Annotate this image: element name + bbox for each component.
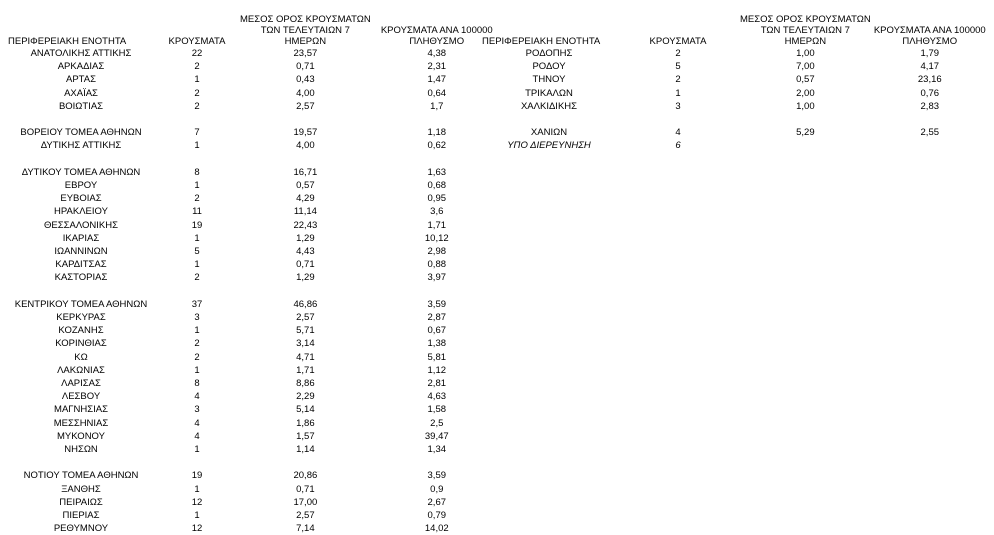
- header-avg7-line1: ΜΕΣΟΣ ΟΡΟΣ ΚΡΟΥΣΜΑΤΩΝ: [240, 14, 371, 25]
- avg7-cell: 5,14: [296, 404, 315, 416]
- avg7-cell: 2,57: [296, 100, 315, 112]
- per100k-cell: 0,64: [427, 87, 447, 99]
- avg7-cell: 4,71: [296, 351, 315, 363]
- per100k-cell: 1,38: [427, 338, 447, 350]
- region-cell: ΚΑΡΔΙΤΣΑΣ: [55, 259, 107, 271]
- spacer-cell: [8, 113, 503, 126]
- header-avg7: [240, 11, 371, 47]
- cases-cell: 5: [194, 246, 200, 258]
- cases-cell: 5: [675, 61, 681, 73]
- avg7-cell: 1,71: [296, 364, 315, 376]
- cases-cell: 37: [191, 298, 203, 310]
- table-row: [482, 126, 989, 139]
- per100k-cell: 3,97: [427, 272, 447, 284]
- table-row: [8, 311, 503, 324]
- header-avg7-line2: ΤΩΝ ΤΕΛΕΥΤΑΙΩΝ 7: [760, 25, 850, 36]
- region-cell: ΧΑΝΙΩΝ: [530, 127, 568, 139]
- region-cell: ΘΕΣΣΑΛΟΝΙΚΗΣ: [44, 219, 118, 231]
- region-cell: ΕΒΡΟΥ: [64, 180, 98, 191]
- table-row: [8, 73, 503, 86]
- per100k-cell: 0,88: [427, 259, 447, 271]
- cases-cell: 1: [194, 444, 200, 456]
- region-cell: ΛΕΣΒΟΥ: [61, 391, 101, 403]
- header-avg7-line2: ΤΩΝ ΤΕΛΕΥΤΑΙΩΝ 7: [260, 25, 350, 36]
- cases-cell: 4: [675, 127, 681, 139]
- per100k-cell: 0,95: [427, 193, 447, 205]
- region-cell: ΚΟΡΙΝΘΙΑΣ: [55, 338, 107, 350]
- region-cell: ΛΑΚΩΝΙΑΣ: [57, 364, 105, 376]
- header-row: [482, 11, 989, 47]
- region-cell: ΙΚΑΡΙΑΣ: [62, 232, 100, 244]
- avg7-cell: 1,14: [296, 444, 315, 456]
- header-row: [8, 11, 503, 47]
- cases-cell: 3: [675, 100, 681, 112]
- table-row: [482, 73, 989, 86]
- header-per100k: [871, 11, 989, 47]
- per100k-cell: 2,81: [427, 378, 447, 390]
- region-cell: ΚΕΝΤΡΙΚΟΥ ΤΟΜΕΑ ΑΘΗΝΩΝ: [14, 298, 148, 310]
- cases-cell: 2: [194, 272, 200, 284]
- table-row: [482, 47, 989, 60]
- cases-cell: 2: [194, 351, 200, 363]
- header-per100k-line1: ΚΡΟΥΣΜΑΤΑ ΑΝΑ 100000: [380, 25, 493, 36]
- header-per100k-line2: ΠΛΗΘΥΣΜΟ: [902, 36, 958, 47]
- region-cell: ΚΟΖΑΝΗΣ: [58, 325, 104, 337]
- cases-cell: 2: [194, 87, 200, 99]
- per100k-cell: 2,87: [427, 312, 447, 324]
- avg7-cell: 0,57: [296, 180, 315, 191]
- table-row: [8, 430, 503, 443]
- table-row: [8, 417, 503, 430]
- spacer-cell: [8, 285, 503, 298]
- cases-cell: 1: [194, 325, 200, 337]
- spacer-cell: [482, 113, 989, 126]
- per100k-cell: 1,63: [427, 166, 447, 178]
- table-row: [8, 192, 503, 205]
- per100k-cell: 1,34: [427, 444, 447, 456]
- region-cell: ΜΥΚΟΝΟΥ: [57, 430, 105, 442]
- avg7-cell: 4,29: [296, 193, 315, 205]
- avg7-cell: 19,57: [293, 127, 318, 139]
- per100k-cell: 1,18: [427, 127, 447, 139]
- avg7-cell: [740, 139, 871, 152]
- table-row: [8, 443, 503, 456]
- per100k-cell: 0,9: [430, 483, 444, 495]
- avg7-cell: 7,00: [796, 61, 815, 73]
- table-row: [8, 219, 503, 232]
- avg7-cell: 7,14: [296, 523, 315, 535]
- table-row: [8, 298, 503, 311]
- spacer-row: [8, 285, 503, 298]
- header-per100k-line1: ΚΡΟΥΣΜΑΤΑ ΑΝΑ 100000: [873, 25, 986, 36]
- region-cell: ΧΑΛΚΙΔΙΚΗΣ: [520, 100, 578, 112]
- avg7-cell: 1,57: [296, 430, 315, 442]
- avg7-cell: 20,86: [293, 470, 318, 482]
- header-cases: ΚΡΟΥΣΜΑΤΑ: [168, 36, 226, 47]
- region-cell: ΑΡΚΑΔΙΑΣ: [57, 61, 105, 73]
- per100k-cell: 2,67: [427, 496, 447, 508]
- region-cell: ΗΡΑΚΛΕΙΟΥ: [54, 206, 108, 218]
- table-row: [8, 205, 503, 218]
- per100k-cell: 4,38: [427, 48, 447, 59]
- right-table-body: [482, 47, 989, 153]
- cases-cell: 3: [194, 312, 200, 324]
- region-cell: ΝΗΣΩΝ: [64, 444, 98, 456]
- table-row: [8, 47, 503, 60]
- region-cell: ΚΕΡΚΥΡΑΣ: [56, 312, 106, 324]
- region-cell: ΛΑΡΙΣΑΣ: [61, 378, 101, 390]
- region-cell: ΜΕΣΣΗΝΙΑΣ: [53, 417, 109, 429]
- per100k-cell: 39,47: [424, 430, 449, 442]
- per100k-cell: 5,81: [427, 351, 447, 363]
- cases-cell: 22: [191, 48, 203, 59]
- region-cell: ΥΠΟ ΔΙΕΡΕΥΝΗΣΗ: [507, 140, 591, 152]
- region-cell: ΡΕΘΥΜΝΟΥ: [53, 523, 109, 535]
- per100k-cell: 2,83: [920, 100, 940, 112]
- per100k-cell: 0,76: [920, 87, 940, 99]
- region-cell: ΚΑΣΤΟΡΙΑΣ: [54, 272, 108, 284]
- cases-cell: 1: [194, 74, 200, 86]
- per100k-cell: 3,59: [427, 470, 447, 482]
- table-row: [8, 139, 503, 152]
- region-cell: ΠΕΙΡΑΙΩΣ: [59, 496, 103, 508]
- per100k-cell: 1,71: [427, 219, 447, 231]
- table-row: [8, 126, 503, 139]
- avg7-cell: 0,71: [296, 259, 315, 271]
- region-cell: ΡΟΔΟΠΗΣ: [525, 48, 573, 59]
- avg7-cell: 4,00: [296, 87, 315, 99]
- avg7-cell: 3,14: [296, 338, 315, 350]
- avg7-cell: 2,29: [296, 391, 315, 403]
- avg7-cell: 4,43: [296, 246, 315, 258]
- table-row: [8, 245, 503, 258]
- region-cell: ΙΩΑΝΝΙΝΩΝ: [54, 246, 108, 258]
- region-cell: ΔΥΤΙΚΟΥ ΤΟΜΕΑ ΑΘΗΝΩΝ: [21, 166, 141, 178]
- region-cell: ΤΗΝΟΥ: [532, 74, 566, 86]
- region-cell: ΞΑΝΘΗΣ: [61, 483, 101, 495]
- cases-cell: 1: [194, 140, 200, 152]
- cases-cell: 1: [675, 87, 681, 99]
- avg7-cell: 5,71: [296, 325, 315, 337]
- table-row: [482, 139, 989, 152]
- cases-cell: 2: [194, 338, 200, 350]
- table-row: [482, 100, 989, 113]
- per100k-cell: 3,59: [427, 298, 447, 310]
- table-row: [8, 522, 503, 535]
- avg7-cell: 1,86: [296, 417, 315, 429]
- cases-cell: 2: [194, 61, 200, 73]
- per100k-cell: 1,58: [427, 404, 447, 416]
- region-cell: ΜΑΓΝΗΣΙΑΣ: [54, 404, 108, 416]
- cases-cell: 1: [194, 510, 200, 522]
- cases-cell: 1: [194, 259, 200, 271]
- per100k-cell: 0,62: [427, 140, 447, 152]
- table-row: [8, 509, 503, 522]
- avg7-cell: 1,00: [796, 48, 815, 59]
- table-row: [8, 390, 503, 403]
- cases-cell: 4: [194, 417, 200, 429]
- cases-cell: 4: [194, 391, 200, 403]
- table-row: [8, 351, 503, 364]
- cases-cell: 1: [194, 232, 200, 244]
- cases-cell: 19: [191, 219, 203, 231]
- header-avg7: [740, 11, 871, 47]
- table-row: [8, 60, 503, 73]
- cases-cell: 12: [191, 496, 203, 508]
- cases-cell: 4: [194, 430, 200, 442]
- region-cell: ΕΥΒΟΙΑΣ: [60, 193, 102, 205]
- cases-cell: 8: [194, 166, 200, 178]
- table-row: [8, 87, 503, 100]
- cases-cell: 1: [194, 483, 200, 495]
- region-cell: ΒΟΡΕΙΟΥ ΤΟΜΕΑ ΑΘΗΝΩΝ: [20, 127, 142, 139]
- spacer-row: [8, 456, 503, 469]
- cases-cell: 7: [194, 127, 200, 139]
- cases-cell: 12: [191, 523, 203, 535]
- spacer-cell: [8, 456, 503, 469]
- cases-cell: 1: [194, 180, 200, 191]
- left-table-body: [8, 47, 503, 535]
- per100k-cell: 14,02: [424, 523, 449, 535]
- cases-cell: 1: [194, 364, 200, 376]
- cases-cell: 2: [194, 100, 200, 112]
- avg7-cell: 1,00: [796, 100, 815, 112]
- avg7-cell: 16,71: [293, 166, 318, 178]
- avg7-cell: 23,57: [293, 48, 318, 59]
- avg7-cell: 2,00: [796, 87, 815, 99]
- avg7-cell: 2,57: [296, 312, 315, 324]
- cases-cell: 2: [194, 193, 200, 205]
- region-cell: ΡΟΔΟΥ: [532, 61, 566, 73]
- region-cell: ΑΡΤΑΣ: [66, 74, 96, 86]
- table-row: [8, 179, 503, 192]
- cases-cell: 2: [675, 74, 681, 86]
- left-cases-table: [8, 11, 503, 535]
- table-row: [8, 271, 503, 284]
- per100k-cell: 23,16: [917, 74, 942, 86]
- spacer-row: [482, 113, 989, 126]
- table-row: [8, 469, 503, 482]
- avg7-cell: 1,29: [296, 232, 315, 244]
- per100k-cell: 1,7: [430, 100, 444, 112]
- avg7-cell: 0,57: [796, 74, 815, 86]
- avg7-cell: 4,00: [296, 140, 315, 152]
- per100k-cell: 1,47: [427, 74, 447, 86]
- table-row: [8, 232, 503, 245]
- per100k-cell: 2,98: [427, 246, 447, 258]
- region-cell: ΑΝΑΤΟΛΙΚΗΣ ΑΤΤΙΚΗΣ: [30, 48, 132, 59]
- avg7-cell: 11,14: [293, 206, 317, 218]
- header-avg7-line3: ΗΜΕΡΩΝ: [284, 36, 327, 47]
- avg7-cell: 0,43: [296, 74, 315, 86]
- header-avg7-line3: ΗΜΕΡΩΝ: [784, 36, 827, 47]
- table-row: [8, 483, 503, 496]
- per100k-cell: 10,12: [424, 232, 449, 244]
- table-row: [8, 403, 503, 416]
- region-cell: ΚΩ: [74, 351, 88, 363]
- table-row: [482, 87, 989, 100]
- avg7-cell: 22,43: [293, 219, 318, 231]
- table-row: [8, 100, 503, 113]
- per100k-cell: 3,6: [430, 206, 444, 218]
- cases-cell: 11: [192, 206, 202, 218]
- avg7-cell: 1,29: [296, 272, 315, 284]
- avg7-cell: 5,29: [796, 127, 815, 139]
- header-region: ΠΕΡΙΦΕΡΕΙΑΚΗ ΕΝΟΤΗΤΑ: [8, 36, 127, 47]
- right-cases-table: [482, 11, 989, 153]
- per100k-cell: 1,79: [920, 48, 940, 59]
- avg7-cell: 0,71: [296, 61, 315, 73]
- spacer-cell: [8, 153, 503, 166]
- per100k-cell: 1,12: [427, 364, 447, 376]
- header-per100k-line2: ΠΛΗΘΥΣΜΟ: [409, 36, 465, 47]
- header-avg7-line1: ΜΕΣΟΣ ΟΡΟΣ ΚΡΟΥΣΜΑΤΩΝ: [740, 14, 871, 25]
- region-cell: ΔΥΤΙΚΗΣ ΑΤΤΙΚΗΣ: [40, 140, 122, 152]
- cases-cell: 3: [194, 404, 200, 416]
- per100k-cell: 2,55: [920, 127, 940, 139]
- per100k-cell: 4,63: [427, 391, 447, 403]
- table-row: [8, 258, 503, 271]
- cases-cell: 19: [191, 470, 203, 482]
- per100k-cell: 2,31: [427, 61, 447, 73]
- header-cases: ΚΡΟΥΣΜΑΤΑ: [649, 36, 707, 47]
- per100k-cell: 0,67: [427, 325, 447, 337]
- table-row: [8, 324, 503, 337]
- avg7-cell: 17,00: [293, 496, 318, 508]
- table-row: [482, 60, 989, 73]
- cases-cell: 6: [675, 140, 681, 152]
- spacer-row: [8, 113, 503, 126]
- table-row: [8, 364, 503, 377]
- header-region: ΠΕΡΙΦΕΡΕΙΑΚΗ ΕΝΟΤΗΤΑ: [482, 36, 601, 47]
- avg7-cell: 8,86: [296, 378, 315, 390]
- spacer-row: [8, 153, 503, 166]
- cases-cell: 8: [194, 378, 200, 390]
- region-cell: ΤΡΙΚΑΛΩΝ: [525, 87, 573, 99]
- table-row: [8, 166, 503, 179]
- avg7-cell: 0,71: [296, 483, 315, 495]
- per100k-cell: 0,68: [427, 180, 447, 191]
- table-row: [8, 377, 503, 390]
- region-cell: ΠΙΕΡΙΑΣ: [62, 510, 100, 522]
- cases-cell: 2: [675, 48, 681, 59]
- avg7-cell: 46,86: [293, 298, 318, 310]
- table-row: [8, 337, 503, 350]
- per100k-cell: 4,17: [920, 61, 940, 73]
- region-cell: ΝΟΤΙΟΥ ΤΟΜΕΑ ΑΘΗΝΩΝ: [23, 470, 139, 482]
- per100k-cell: 0,79: [427, 510, 447, 522]
- region-cell: ΒΟΙΩΤΙΑΣ: [58, 100, 104, 112]
- region-cell: ΑΧΑΪΑΣ: [64, 87, 98, 99]
- avg7-cell: 2,57: [296, 510, 315, 522]
- per100k-cell: 2,5: [430, 417, 444, 429]
- table-row: [8, 496, 503, 509]
- per100k-cell: [871, 139, 989, 152]
